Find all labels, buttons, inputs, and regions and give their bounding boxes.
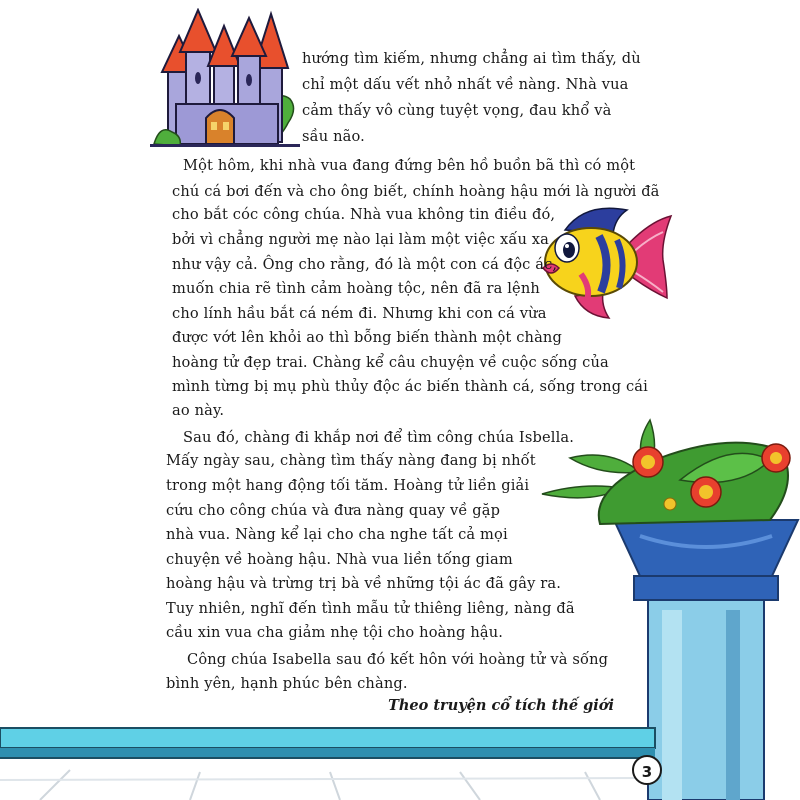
story-line: được vớt lên khỏi ao thì bỗng biến thành một chàng xyxy=(172,329,562,346)
story-line: hoàng tử đẹp trai. Chàng kể câu chuyện về cuộc sống của xyxy=(172,354,609,371)
story-line: như vậy cả. Ông cho rằng, đó là một con cá độc ác, xyxy=(172,256,558,273)
story-line: bởi vì chẳng người mẹ nào lại làm một việc xấu xa xyxy=(172,231,550,248)
story-line: cứu cho công chúa và đưa nàng quay về gặp xyxy=(166,502,501,519)
story-line: nhà vua. Nàng kể lại cho cha nghe tất cả mọi xyxy=(166,526,508,543)
story-line: Một hôm, khi nhà vua đang đứng bên hồ buồn bã thì có một xyxy=(183,157,636,174)
castle-illustration xyxy=(150,8,300,158)
story-line: Tuy nhiên, nghĩ đến tình mẫu tử thiêng liêng, nàng đã xyxy=(166,600,575,617)
story-line: bình yên, hạnh phúc bên chàng. xyxy=(166,675,408,692)
page-number: 3 xyxy=(632,755,662,785)
story-line: cho lính hầu bắt cá ném đi. Nhưng khi con cá vừa xyxy=(172,305,547,322)
story-line: cảm thấy vô cùng tuyệt vọng, đau khổ và xyxy=(302,102,612,119)
story-line: chú cá bơi đến và cho ông biết, chính hoàng hậu mới là người đã xyxy=(172,183,660,200)
story-line: cầu xin vua cha giảm nhẹ tội cho hoàng hậu. xyxy=(166,624,504,641)
story-line: hoàng hậu và trừng trị bà về những tội ác đã gây ra. xyxy=(166,575,562,592)
story-line: sầu não. xyxy=(302,128,365,145)
story-line: cho bắt cóc công chúa. Nhà vua không tin điều đó, xyxy=(172,206,556,223)
floor-illustration xyxy=(0,700,800,800)
story-line: muốn chia rẽ tình cảm hoàng tộc, nên đã ra lệnh xyxy=(172,280,540,297)
source-caption: Theo truyện cổ tích thế giới xyxy=(388,697,614,714)
story-line: mình từng bị mụ phù thủy độc ác biến thành cá, sống trong cái xyxy=(172,378,648,395)
story-line: chuyện về hoàng hậu. Nhà vua liền tống giam xyxy=(166,551,513,568)
story-line: chỉ một dấu vết nhỏ nhất về nàng. Nhà vua xyxy=(302,76,629,93)
story-line: Sau đó, chàng đi khắp nơi để tìm công chúa Isbella. xyxy=(183,429,575,446)
story-line: hướng tìm kiếm, nhưng chẳng ai tìm thấy, dù xyxy=(302,50,641,67)
story-line: Mấy ngày sau, chàng tìm thấy nàng đang bị nhốt xyxy=(166,452,536,469)
story-line: trong một hang động tối tăm. Hoàng tử liền giải xyxy=(166,477,530,494)
story-line: Công chúa Isabella sau đó kết hôn với hoàng tử và sống xyxy=(187,651,609,668)
story-line: ao này. xyxy=(172,402,225,419)
